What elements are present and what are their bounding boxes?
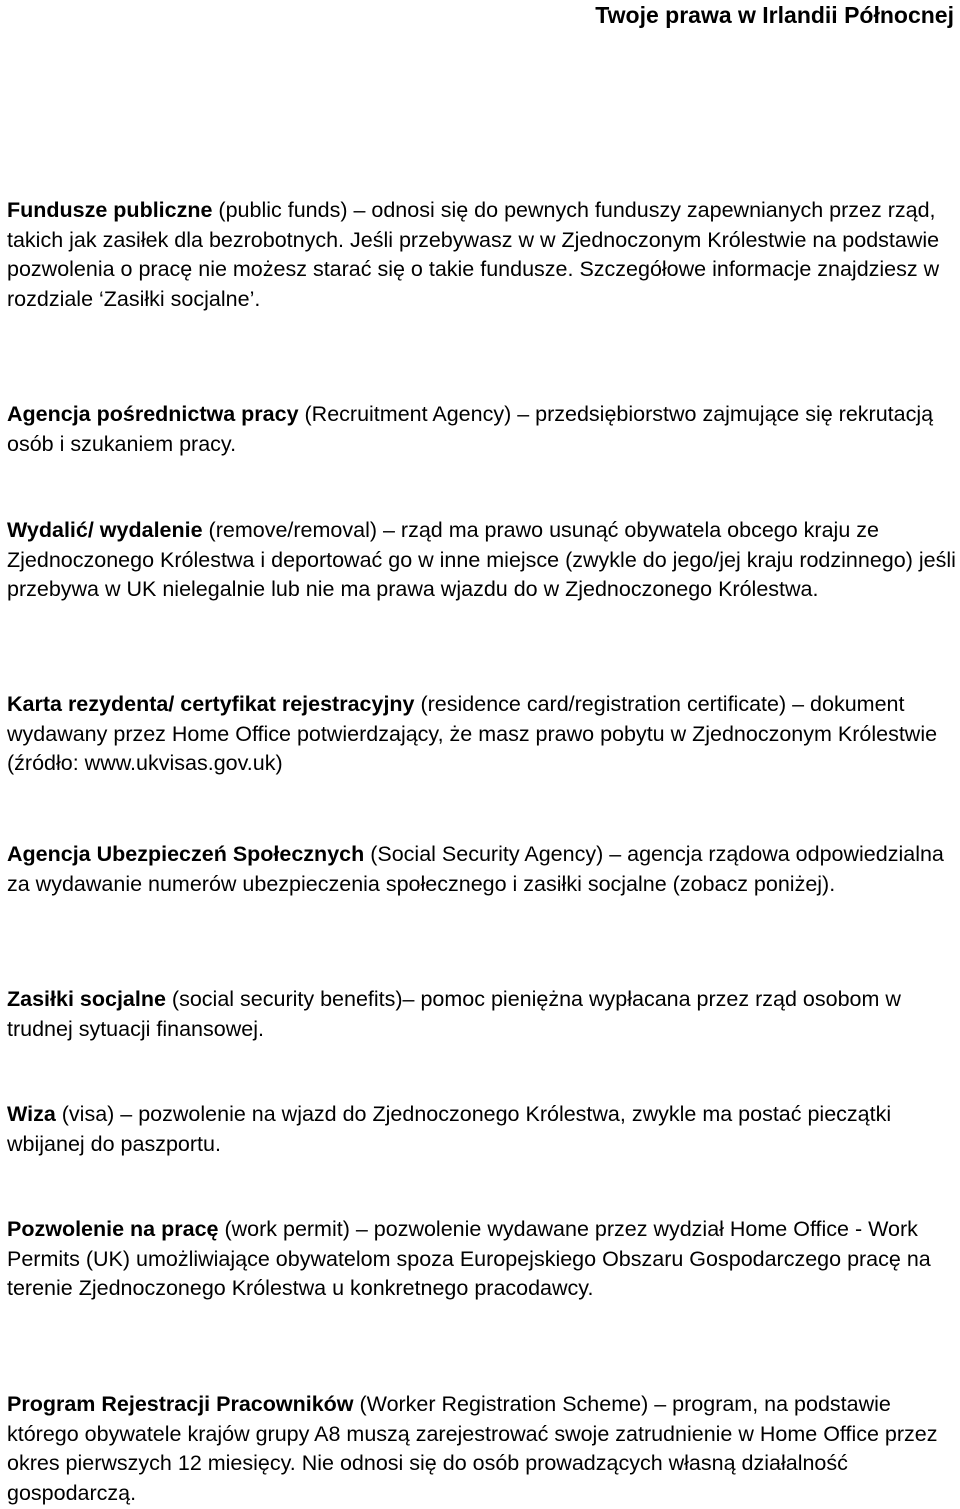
glossary-entry-worker-registration-scheme bbox=[7, 1390, 957, 1509]
glossary-term: Karta rezydenta/ certyfikat rejestracyjny bbox=[7, 692, 415, 716]
glossary-definition: (public funds) – odnosi się do pewnych funduszy zapewnianych przez rząd, takich jak zasiłek dla bezrobotnych. Jeśli przebywasz w w Zjednoczonym Królestwie na podstawie pozwolenia o pracę nie możesz starać się o takie fundusze. Szczegółowe informacje znajdziesz w rozdziale ‘Zasiłki socjalne’. bbox=[7, 198, 940, 312]
glossary-term: Zasiłki socjalne bbox=[7, 987, 166, 1011]
glossary-entry-social-security-benefits bbox=[7, 985, 957, 1044]
glossary-term: Agencja pośrednictwa pracy bbox=[7, 402, 299, 426]
glossary-term: Fundusze publiczne bbox=[7, 198, 213, 222]
glossary-definition: (Social Security Agency) – agencja rządowa odpowiedzialna za wydawanie numerów ubezpieczenia społecznego i zasiłki socjalne (zobacz poniżej). bbox=[7, 842, 944, 896]
glossary-term: Wydalić/ wydalenie bbox=[7, 518, 203, 542]
glossary-definition: (social security benefits)– pomoc pieniężna wypłacana przez rząd osobom w trudnej sytuacji finansowej. bbox=[7, 987, 901, 1041]
glossary-definition: (work permit) – pozwolenie wydawane przez wydział Home Office - Work Permits (UK) umożliwiające obywatelom spoza Europejskiego Obszaru Gospodarczego pracę na terenie Zjednoczonego Królestwa u konkretnego pracodawcy. bbox=[7, 1217, 931, 1301]
glossary-entry-social-security-agency bbox=[7, 840, 957, 899]
glossary-definition: (residence card/registration certificate) – dokument wydawany przez Home Office potwierdzający, że masz prawo pobytu w Zjednoczonym Królestwie (źródło: www.ukvisas.gov.uk) bbox=[7, 692, 938, 776]
glossary-entry-recruitment-agency bbox=[7, 400, 957, 459]
glossary-definition: (Recruitment Agency) – przedsiębiorstwo zajmujące się rekrutacją osób i szukaniem pracy. bbox=[7, 402, 934, 456]
glossary-term: Pozwolenie na pracę bbox=[7, 1217, 219, 1241]
glossary-entry-public-funds bbox=[7, 196, 957, 315]
glossary-entry-work-permit bbox=[7, 1215, 957, 1304]
glossary-term: Wiza bbox=[7, 1102, 56, 1126]
glossary-definition: (Worker Registration Scheme) – program, na podstawie którego obywatele krajów grupy A8 muszą zarejestrować swoje zatrudnienie w Home Office przez okres pierwszych 12 miesięcy. Nie odnosi się do osób prowadzących własną działalność gospodarczą. bbox=[7, 1392, 938, 1506]
glossary-entry-removal bbox=[7, 516, 957, 605]
glossary-entry-residence-card bbox=[7, 690, 957, 779]
glossary-definition: (visa) – pozwolenie na wjazd do Zjednoczonego Królestwa, zwykle ma postać pieczątki wbijanej do paszportu. bbox=[7, 1102, 892, 1156]
page-header-title: Twoje prawa w Irlandii Północnej bbox=[595, 2, 954, 28]
glossary-term: Program Rejestracji Pracowników bbox=[7, 1392, 354, 1416]
glossary-entry-visa bbox=[7, 1100, 957, 1159]
glossary-term: Agencja Ubezpieczeń Społecznych bbox=[7, 842, 365, 866]
glossary-definition: (remove/removal) – rząd ma prawo usunąć obywatela obcego kraju ze Zjednoczonego Królestwa i deportować go w inne miejsce (zwykle do jego/jej kraju rodzinnego) jeśli przebywa w UK nielegalnie lub nie ma prawa wjazdu do w Zjednoczonego Królestwa. bbox=[7, 518, 956, 602]
